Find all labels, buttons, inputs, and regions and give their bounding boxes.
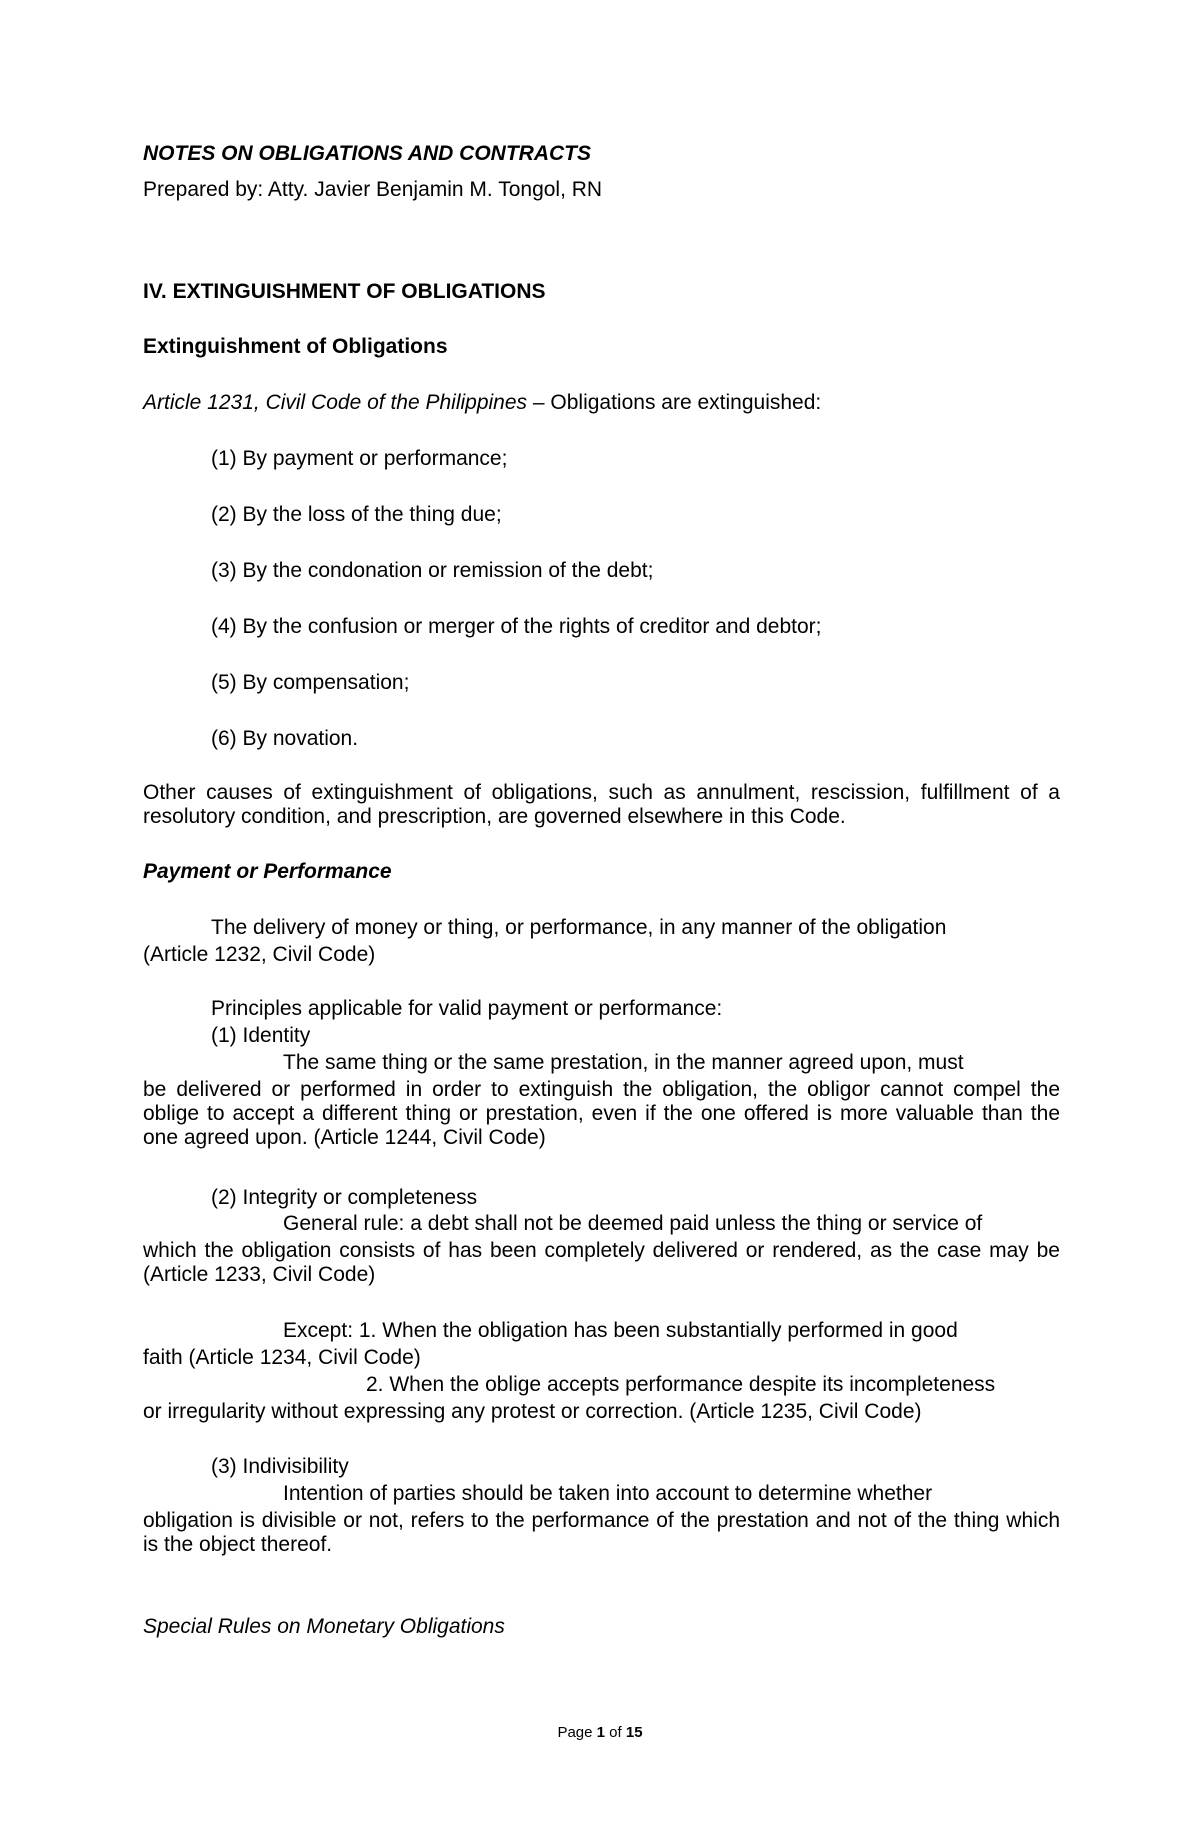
principle-identity-title: (1) Identity [211, 1024, 311, 1047]
of-label: of [609, 1724, 622, 1741]
article-reference: Article 1231, Civil Code of the Philippines [143, 391, 528, 414]
list-item: (4) By the confusion or merger of the rights of creditor and debtor; [211, 615, 822, 638]
page-total: 15 [625, 1724, 643, 1741]
exception-2-line1: 2. When the oblige accepts performance despite its incompleteness [366, 1373, 996, 1396]
list-item: (5) By compensation; [211, 671, 410, 694]
prepared-by: Prepared by: Atty. Javier Benjamin M. Tongol, RN [143, 178, 603, 201]
section-heading-monetary: Special Rules on Monetary Obligations [143, 1615, 505, 1638]
principle-integrity-body: which the obligation consists of has been completely delivered or rendered, as the case may be (Article 1233, Civil Code) [143, 1239, 1060, 1286]
document-title: NOTES ON OBLIGATIONS AND CONTRACTS [143, 142, 591, 165]
principle-identity-first-line: The same thing or the same prestation, in the manner agreed upon, must [283, 1051, 964, 1074]
exception-1-line1: Except: 1. When the obligation has been substantially performed in good [283, 1319, 958, 1342]
section-heading-payment: Payment or Performance [143, 860, 392, 883]
principle-indivisibility-body: obligation is divisible or not, refers to the performance of the prestation and not of the thing which is the object thereof. [143, 1509, 1060, 1556]
payment-definition-line2: (Article 1232, Civil Code) [143, 943, 376, 966]
list-item: (1) By payment or performance; [211, 447, 508, 470]
payment-definition-line1: The delivery of money or thing, or performance, in any manner of the obligation [211, 916, 947, 939]
list-item: (6) By novation. [211, 727, 359, 750]
principle-indivisibility-title: (3) Indivisibility [211, 1455, 349, 1478]
exception-1-line2: faith (Article 1234, Civil Code) [143, 1346, 421, 1369]
list-item: (3) By the condonation or remission of the debt; [211, 559, 654, 582]
exception-2-line2: or irregularity without expressing any protest or correction. (Article 1235, Civil Code) [143, 1400, 922, 1423]
page-number: 1 [596, 1724, 605, 1741]
principle-identity-body: be delivered or performed in order to extinguish the obligation, the obligor cannot compel the oblige to accept a different thing or prestation, even if the one offered is more valuable than the one agreed upon. (Article 1244, Civil Code) [143, 1078, 1060, 1149]
page-footer [0, 1724, 1200, 1741]
article-text: – Obligations are extinguished: [527, 391, 822, 414]
principles-intro: Principles applicable for valid payment or performance: [211, 997, 723, 1020]
article-1231-intro [143, 391, 821, 415]
list-item: (2) By the loss of the thing due; [211, 503, 502, 526]
other-causes-paragraph: Other causes of extinguishment of obligations, such as annulment, rescission, fulfillment of a resolutory condition, and prescription, are governed elsewhere in this Code. [143, 781, 1060, 828]
principle-integrity-first-line: General rule: a debt shall not be deemed paid unless the thing or service of [283, 1212, 983, 1235]
principle-integrity-title: (2) Integrity or completeness [211, 1186, 478, 1209]
principle-indivisibility-first-line: Intention of parties should be taken into account to determine whether [283, 1482, 933, 1505]
page-label: Page [557, 1724, 593, 1741]
chapter-heading: IV. EXTINGUISHMENT OF OBLIGATIONS [143, 280, 546, 303]
section-heading-extinguishment: Extinguishment of Obligations [143, 335, 448, 358]
